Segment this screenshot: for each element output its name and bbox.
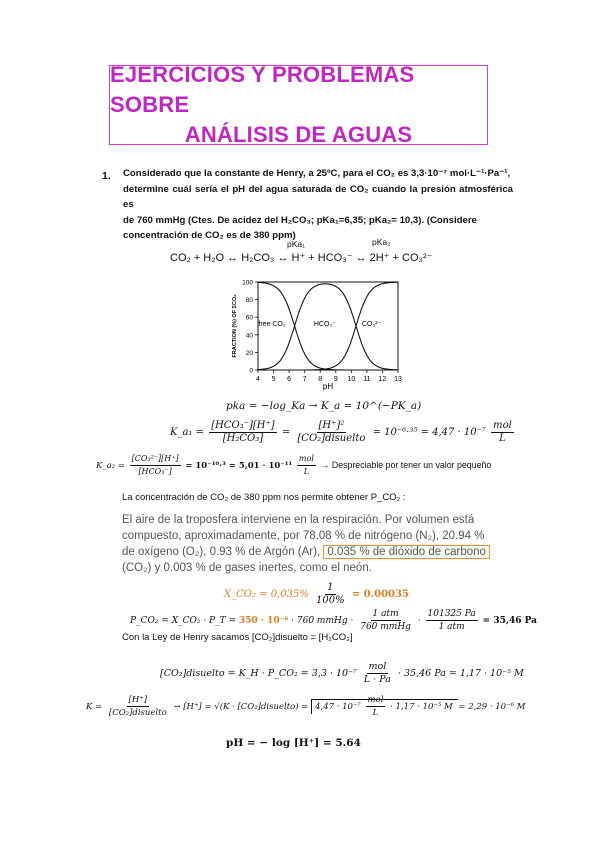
statement-line: determine cuál sería el pH del agua saturada de CO₂ cuando la presión atmosférica es — [123, 183, 513, 210]
y-axis-label: FRACTION (%) OF ΣCO₂ — [232, 294, 238, 358]
x-tick-label: 13 — [394, 376, 402, 383]
excerpt-line: El aire de la troposfera interviene en la respiración. Por volumen está — [122, 514, 475, 526]
ka1-equation: K_a₁ = $\frac{\text{[HCO₃⁻][H⁺]}}{\text{[H₂CO₃]}}$ = $\frac{\text{[H⁺]²}}{\text{[CO₂]disuelto}}$ = 10⁻⁶·³⁵ = 4,47 · 10⁻⁷ $\frac{\text{mol}}{L}$ — [170, 420, 512, 444]
y-tick-label: 60 — [245, 314, 253, 322]
excerpt-line: compuesto, aproximadamente, por 78.08 % de nitrógeno (N₂), 20.94 % — [122, 530, 485, 542]
henry-text: Con la Ley de Henry sacamos [CO₂]disuelto = [H₂CO₃] — [122, 632, 353, 643]
y-tick-label: 100 — [242, 279, 253, 287]
title-line-1: EJERCICIOS Y PROBLEMAS SOBRE — [110, 62, 415, 117]
label-free-co2: free CO₂ — [258, 321, 286, 328]
x-tick-label: 11 — [363, 376, 371, 383]
excerpt-line: (CO₂) y 0.003 % de gases inertes, como el neón. — [122, 562, 372, 574]
x-tick-label: 10 — [347, 376, 356, 383]
h-ion-equation: K = $\frac{[H^+]}{\text{[CO₂]disuelto}}$ → [H⁺] = √(K · [CO₂]disuelto) = 4,47 · 10⁻⁷ $\frac{\text{mol}}{L}$ · 1,17 · 10⁻⁵ M = 2,29 · 10⁻⁶ M — [86, 695, 526, 718]
scanned-excerpt — [122, 512, 492, 576]
pka2-label: pKa₂ — [372, 237, 391, 247]
highlighted-co2-fraction: 0.035 % de dióxido de carbono — [323, 545, 490, 559]
x-tick-label: 7 — [302, 376, 307, 383]
xco2-equation: X_CO₂ = 0,035% $\frac{1}{100\%}$ = 0.00035 — [224, 582, 409, 606]
equilibrium-equation: CO₂ + H₂O ↔ H₂CO₃ ↔ H⁺ + HCO₃⁻ ↔ 2H⁺ + CO₃²⁻ — [170, 252, 433, 264]
title-line-2: ANÁLISIS DE AGUAS — [184, 122, 413, 147]
statement-line: concentración de CO₂ es de 380 ppm) — [123, 230, 296, 241]
co2-dissolved-equation: [CO₂]disuelto = K_H · P_CO₂ = 3,3 · 10⁻⁷ $\frac{\text{mol}}{L \cdot Pa}$ · 35,46 Pa = 1,17 · 10⁻⁵ M — [160, 661, 524, 685]
label-hco3: HCO₃⁻ — [313, 321, 336, 328]
pka-definition: pka = −log_Ka → K_a = 10^(−PK_a) — [226, 400, 422, 412]
x-tick-label: 4 — [256, 376, 260, 383]
x-tick-label: 6 — [287, 376, 292, 383]
x-tick-label: 9 — [333, 376, 338, 383]
exercise-number: 1. — [102, 170, 111, 182]
ph-result: pH = − log [H⁺] = 5.64 — [226, 737, 361, 749]
pka1-label: pKa₁ — [287, 239, 305, 249]
speciation-chart — [210, 272, 410, 397]
y-tick-label: 0 — [249, 367, 253, 375]
statement-line: Considerado que la constante de Henry, a 25ºC, para el CO₂ es 3,3·10⁻⁷ mol·L⁻¹·Pa⁻¹, — [123, 168, 511, 179]
x-tick-label: 8 — [318, 376, 323, 383]
title-box — [109, 62, 488, 147]
statement-line: de 760 mmHg (Ctes. De acidez del H₂CO₃; pKa₁=6,35; pKa₂= 10,3). (Considere — [123, 214, 477, 226]
x-tick-label: 12 — [378, 376, 387, 383]
x-axis-label: pH — [322, 382, 334, 391]
label-co3: CO₃²⁻ — [361, 321, 382, 328]
y-tick-label: 40 — [245, 332, 253, 340]
exercise-statement — [123, 166, 513, 244]
ka2-equation: K_a₂ = $\frac{\text{[CO₃²⁻][H⁺]}}{\text{[HCO₃⁻]}}$ = 10⁻¹⁰·³ = 5,01 · 10⁻¹¹ $\frac{\text{mol}}{L}$ → Despreciable por tener un valor pequeño — [96, 454, 492, 476]
y-tick-label: 80 — [245, 297, 253, 305]
concentration-text: La concentración de CO₂ de 380 ppm nos permite obtener P_CO₂ : — [122, 492, 406, 503]
y-tick-label: 20 — [245, 349, 253, 357]
pco2-equation: P_CO₂ = X_CO₂ · P_T = 350 · 10⁻⁶ · 760 mmHg · $\frac{\text{1 atm}}{\text{760 mmHg}}$ · $\frac{101325 Pa}{\text{1 atm}}$ = 35,46 Pa — [130, 609, 537, 632]
excerpt-line: de oxígeno (O₂), 0.93 % de Argón (Ar), 0.035 % de dióxido de carbono — [122, 544, 492, 560]
x-tick-label: 5 — [271, 376, 276, 383]
